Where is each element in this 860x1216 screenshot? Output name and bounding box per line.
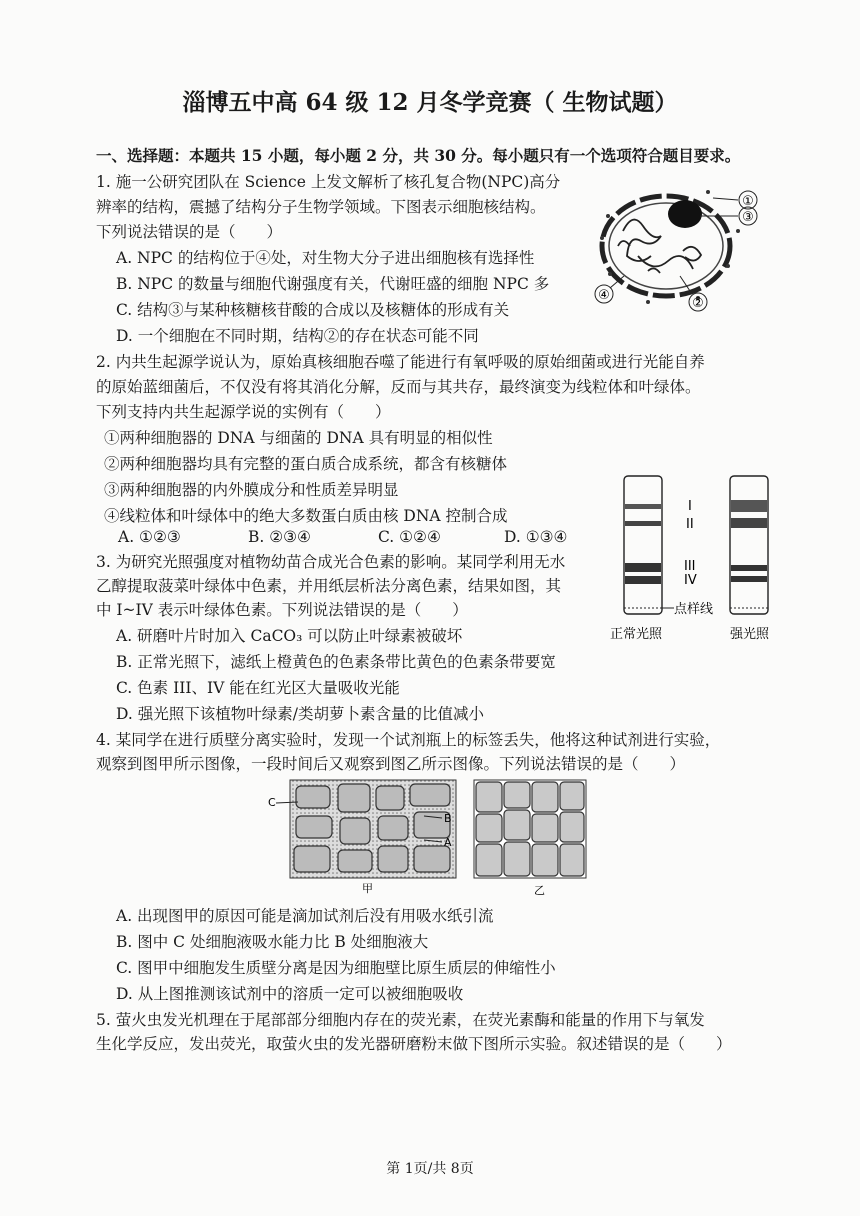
q2-option-c: C. ①②④ [378,528,441,546]
label-2: ② [692,296,704,311]
fig-label-c: C [268,796,276,809]
fig-label-yi: 乙 [534,884,545,897]
q2-item-2: ②两种细胞器均具有完整的蛋白质合成系统，都含有核糖体 [104,455,508,473]
q2-item-1: ①两种细胞器的 DNA 与细菌的 DNA 具有明显的相似性 [104,429,493,447]
q4-line-1: 4. 某同学在进行质壁分离实验时，发现一个试剂瓶上的标签丢失，他将这种试剂进行实验， [96,731,721,749]
q3-line-2: 乙醇提取菠菜叶绿体中色素，并用纸层析法分离色素，结果如图，其 [96,577,562,595]
q2-item-3: ③两种细胞器的内外膜成分和性质差异明显 [104,481,399,499]
q2-option-d: D. ①③④ [504,528,568,546]
q2-option-b: B. ②③④ [248,528,311,546]
q4-line-2: 观察到图甲所示图像，一段时间后又观察到图乙所示图像。下列说法错误的是（ ） [96,755,686,773]
page-footer: 第 1页/共 8页 [386,1161,474,1177]
fig-label-jia: 甲 [362,882,373,895]
q1-option-c: C. 结构③与某种核糖核苷酸的合成以及核糖体的形成有关 [116,301,510,319]
page-title: 淄博五中高 64 级 12 月冬学竞赛（ 生物试题） [182,89,678,116]
q4-option-b: B. 图中 C 处细胞液吸水能力比 B 处细胞液大 [116,933,429,951]
q1-line-1: 1. 施一公研究团队在 Science 上发文解析了核孔复合物(NPC)高分 [96,173,561,191]
label-4: ④ [598,288,610,303]
nucleus-figure [588,176,778,316]
q1-option-b: B. NPC 的数量与细胞代谢强度有关，代谢旺盛的细胞 NPC 多 [116,275,550,293]
label-3: ③ [742,210,754,225]
chromatography-figure [604,470,784,646]
q3-option-c: C. 色素 III、IV 能在红光区大量吸收光能 [116,679,400,697]
q4-option-d: D. 从上图推测该试剂中的溶质一定可以被细胞吸收 [116,985,464,1003]
band-label-1: I [688,499,692,514]
label-1: ① [742,194,754,209]
q3-line-1: 3. 为研究光照强度对植物幼苗合成光合色素的影响。某同学利用无水 [96,553,566,571]
q3-option-a: A. 研磨叶片时加入 CaCO₃ 可以防止叶绿素被破坏 [116,627,463,645]
q3-line-3: 中 I~IV 表示叶绿体色素。下列说法错误的是（ ） [96,601,468,619]
q2-line-1: 2. 内共生起源学说认为，原始真核细胞吞噬了能进行有氧呼吸的原始细菌或进行光能自养 [96,353,705,371]
fig-label-b: B [444,812,452,825]
strip-label-normal: 正常光照 [610,627,663,642]
q5-line-2: 生化学反应，发出荧光，取萤火虫的发光器研磨粉末做下图所示实验。叙述错误的是（ ） [96,1035,732,1053]
band-label-3: III [684,559,696,574]
q2-line-2: 的原始蓝细菌后，不仅没有将其消化分解，反而与其共存，最终演变为线粒体和叶绿体。 [96,378,701,396]
spot-line-label: 点样线 [674,602,714,617]
band-label-4: IV [684,573,697,588]
q3-option-d: D. 强光照下该植物叶绿素/类胡萝卜素含量的比值减小 [116,705,484,723]
nucleolus [668,200,702,228]
band-label-2: II [686,517,694,532]
q1-option-a: A. NPC 的结构位于④处，对生物大分子进出细胞核有选择性 [116,249,535,267]
q4-option-a: A. 出现图甲的原因可能是滴加试剂后没有用吸水纸引流 [116,907,494,925]
q3-option-b: B. 正常光照下，滤纸上橙黄色的色素条带比黄色的色素条带要宽 [116,653,556,671]
q2-option-a: A. ①②③ [118,528,181,546]
q2-line-3: 下列支持内共生起源学说的实例有（ ） [96,403,391,421]
q1-line-2: 辨率的结构，震撼了结构分子生物学领域。下图表示细胞核结构。 [96,198,546,216]
fig-label-a: A [444,836,452,849]
q4-option-c: C. 图甲中细胞发生质壁分离是因为细胞壁比原生质层的伸缩性小 [116,959,556,977]
strip-label-strong: 强光照 [730,627,770,642]
plasmolysis-figures [264,776,604,900]
q1-option-d: D. 一个细胞在不同时期，结构②的存在状态可能不同 [116,327,479,345]
q1-line-3: 下列说法错误的是（ ） [96,223,283,241]
q2-item-4: ④线粒体和叶绿体中的绝大多数蛋白质由核 DNA 控制合成 [104,507,508,525]
q5-line-1: 5. 萤火虫发光机理在于尾部部分细胞内存在的荧光素，在荧光素酶和能量的作用下与氧发 [96,1011,705,1029]
section-heading: 一、选择题：本题共 15 小题，每小题 2 分，共 30 分。每小题只有一个选项符合题目要求。 [96,146,741,165]
